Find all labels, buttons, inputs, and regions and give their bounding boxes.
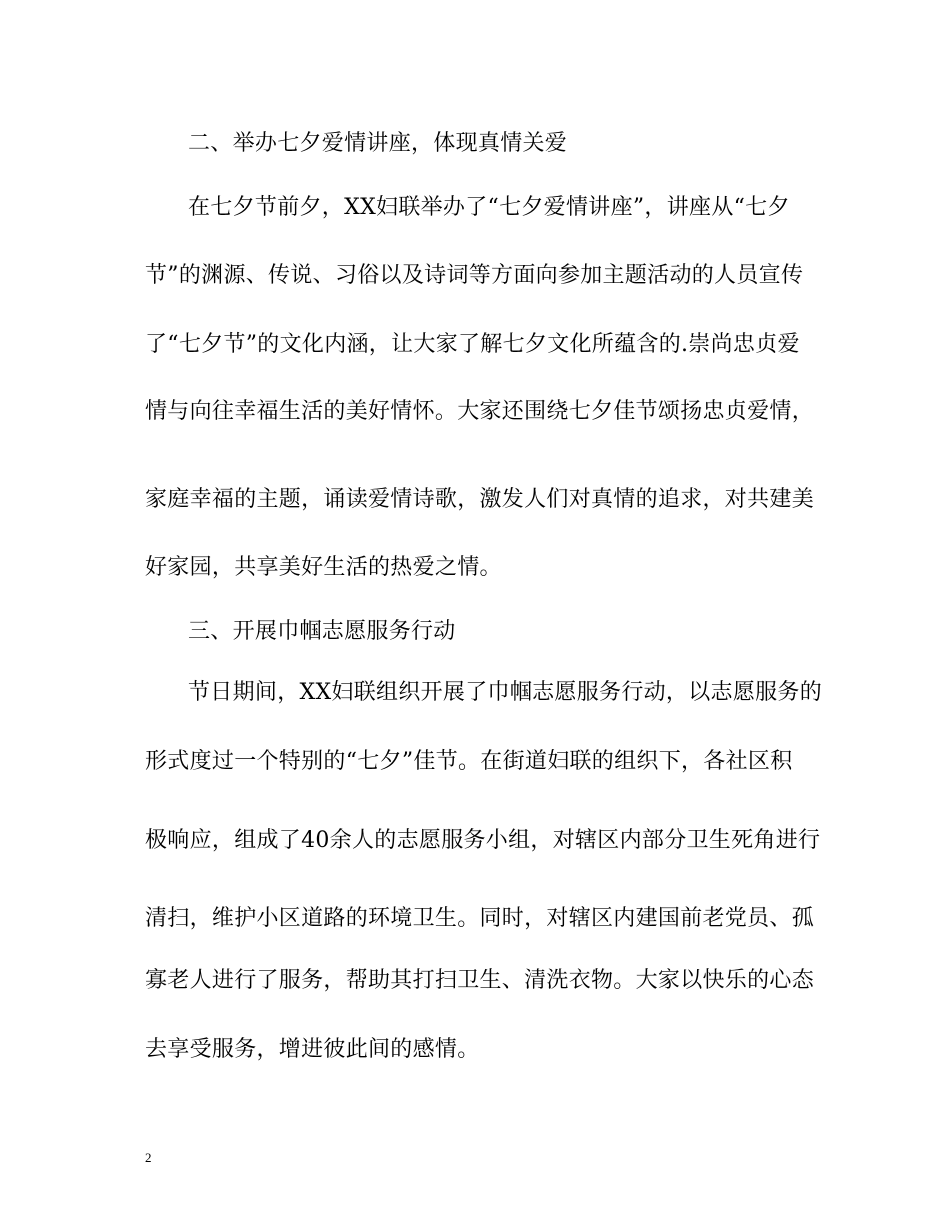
paragraph-line: 在七夕节前夕，XX妇联举办了“七夕爱情讲座”，讲座从“七夕 [188, 195, 790, 220]
paragraph-line: 极响应，组成了40余人的志愿服务小组，对辖区内部分卫生死角进行 [145, 828, 821, 853]
paragraph-line: 好家园，共享美好生活的热爱之情。 [145, 555, 502, 580]
paragraph-line: 节”的渊源、传说、习俗以及诗词等方面向参加主题活动的人员宣传 [145, 263, 804, 288]
paragraph-line: 家庭幸福的主题，诵读爱情诗歌，激发人们对真情的追求，对共建美 [145, 487, 815, 512]
page-number: 2 [145, 1150, 152, 1165]
paragraph-line: 节日期间，XX妇联组织开展了巾帼志愿服务行动，以志愿服务的 [188, 680, 823, 705]
section-heading-volunteer: 三、开展巾帼志愿服务行动 [188, 619, 456, 644]
paragraph-line: 去享受服务，增进彼此间的感情。 [145, 1037, 480, 1062]
paragraph-line: 寡老人进行了服务，帮助其打扫卫生、清洗衣物。大家以快乐的心态 [145, 968, 815, 993]
section-heading-lecture: 二、举办七夕爱情讲座，体现真情关爱 [188, 131, 568, 156]
paragraph-line: 了“七夕节”的文化内涵，让大家了解七夕文化所蕴含的.崇尚忠贞爱 [145, 332, 800, 357]
paragraph-line: 清扫，维护小区道路的环境卫生。同时，对辖区内建国前老党员、孤 [145, 906, 815, 931]
paragraph-line: 形式度过一个特别的“七夕”佳节。在街道妇联的组织下，各社区积 [145, 749, 793, 774]
paragraph-line: 情与向往幸福生活的美好情怀。大家还围绕七夕佳节颂扬忠贞爱情， [145, 399, 815, 424]
